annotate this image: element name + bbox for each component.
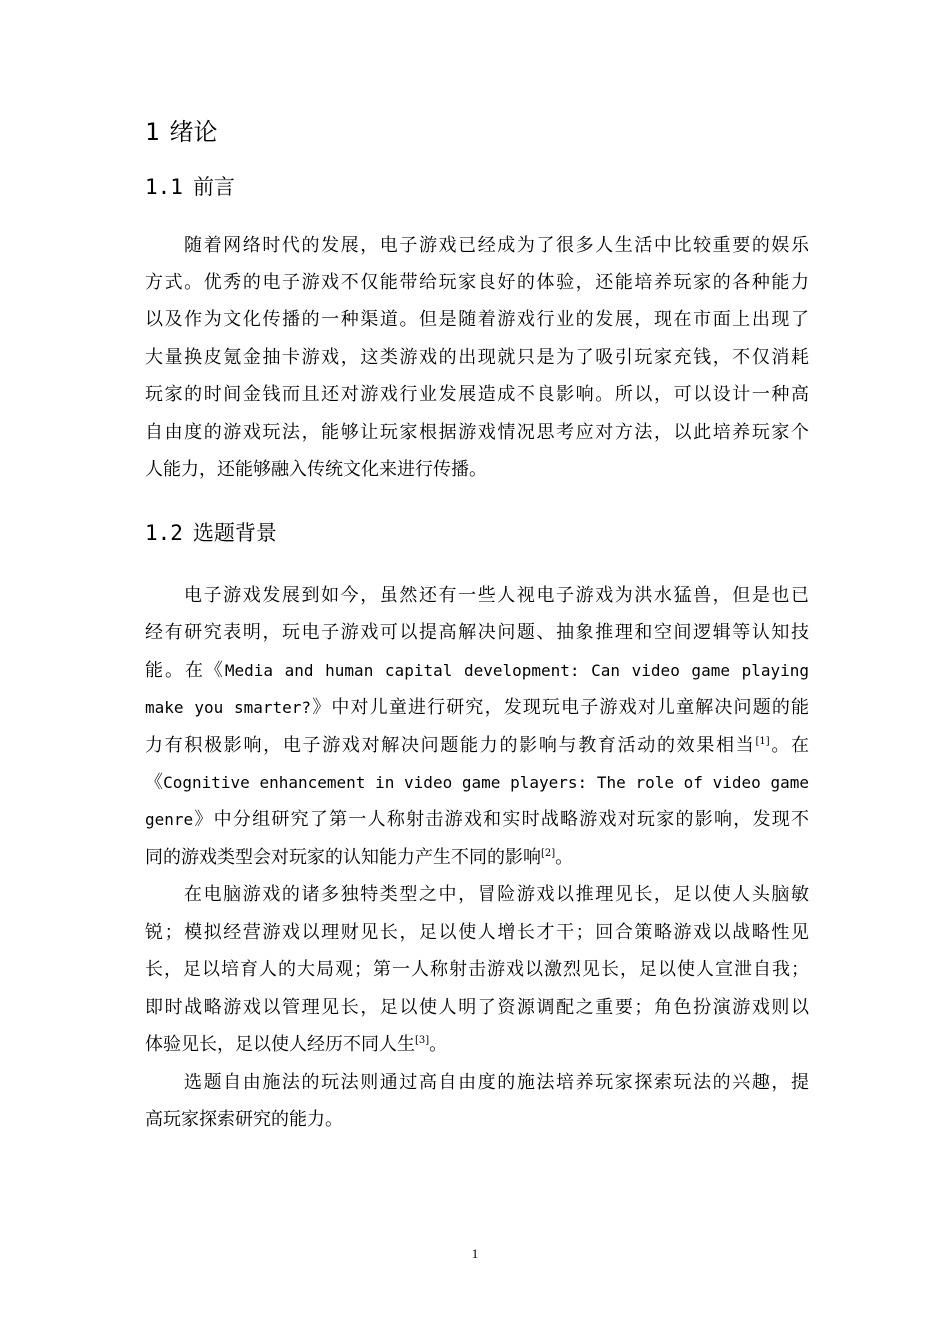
paragraph-line: 高玩家探索研究的能力。	[145, 1109, 343, 1130]
text-run: 能。在《	[145, 660, 225, 681]
reference-marker: [1]	[755, 736, 770, 747]
paragraph-line	[145, 771, 809, 795]
paragraph-line: 长，足以培育人的大局观；第一人称射击游戏以激烈见长，足以使人宣泄自我；	[145, 959, 809, 980]
text-run: 》中对儿童进行研究，发现玩电子游戏对儿童解决问题的能	[311, 697, 809, 718]
chapter-title: 绪论	[169, 118, 218, 146]
paragraph-line: 选题自由施法的玩法则通过高自由度的施法培养玩家探索玩法的兴趣，提	[184, 1072, 809, 1093]
paragraph-line: 方式。优秀的电子游戏不仅能带给玩家良好的体验，还能培养玩家的各种能力	[145, 272, 809, 293]
reference-marker: [2]	[541, 848, 556, 859]
text-run: 。	[555, 847, 574, 868]
section-heading-1-2	[145, 518, 277, 548]
text-run: 同的游戏类型会对玩家的认知能力产生不同的影响	[145, 847, 541, 868]
paragraph-line: 电子游戏发展到如今，虽然还有一些人视电子游戏为洪水猛兽，但是也已	[184, 585, 809, 606]
paragraph-line: 锐；模拟经营游戏以理财见长，足以使人增长才干；回合策略游戏以战略性见	[145, 922, 809, 943]
paragraph-line: 在电脑游戏的诸多独特类型之中，冒险游戏以推理见长，足以使人头脑敏	[184, 884, 809, 905]
text-run: 。	[429, 1034, 448, 1055]
paragraph-line: 随着网络时代的发展，电子游戏已经成为了很多人生活中比较重要的娱乐	[184, 235, 809, 256]
paragraph-line: 人能力，还能够融入传统文化来进行传播。	[145, 459, 487, 480]
section-number: 1.1	[145, 175, 183, 199]
chapter-heading	[145, 116, 217, 148]
paragraph-line	[145, 696, 809, 720]
paragraph-line: 即时战略游戏以管理见长，足以使人明了资源调配之重要；角色扮演游戏则以	[145, 997, 809, 1018]
citation-title: Media and human capital development: Can video game playing	[224, 661, 809, 680]
paragraph-line: 经有研究表明，玩电子游戏可以提高解决问题、抽象推理和空间逻辑等认知技	[145, 622, 809, 643]
paragraph-line	[145, 808, 809, 832]
paragraph-line	[145, 846, 809, 870]
text-run: 力有积极影响，电子游戏对解决问题能力的影响与教育活动的效果相当	[145, 735, 756, 756]
citation-title: Cognitive enhancement in video game players: The role of video game	[163, 773, 809, 792]
page-number: 1	[471, 1246, 479, 1261]
section-title: 前言	[192, 175, 235, 199]
section-number: 1.2	[145, 521, 183, 545]
paragraph-line	[145, 734, 809, 758]
paragraph-line: 以及作为文化传播的一种渠道。但是随着游戏行业的发展，现在市面上出现了	[145, 309, 809, 330]
text-run: 《	[145, 772, 164, 793]
paragraph-line	[145, 1033, 809, 1057]
text-run: 。在	[769, 735, 809, 756]
paragraph-line: 玩家的时间金钱而且还对游戏行业发展造成不良影响。所以，可以设计一种高	[145, 384, 809, 405]
reference-marker: [3]	[415, 1035, 430, 1046]
citation-title: genre	[145, 810, 194, 829]
paragraph-line: 自由度的游戏玩法，能够让玩家根据游戏情况思考应对方法，以此培养玩家个	[145, 422, 809, 443]
text-run: 体验见长，足以使人经历不同人生	[145, 1034, 415, 1055]
paragraph-line: 大量换皮氪金抽卡游戏，这类游戏的出现就只是为了吸引玩家充钱，不仅消耗	[145, 347, 809, 368]
citation-title: make you smarter?	[145, 698, 312, 717]
section-heading-1-1	[145, 172, 235, 202]
section-title: 选题背景	[192, 521, 277, 545]
paragraph-line	[145, 659, 809, 683]
chapter-number: 1	[145, 118, 160, 146]
text-run: 》中分组研究了第一人称射击游戏和实时战略游戏对玩家的影响，发现不	[193, 809, 809, 830]
